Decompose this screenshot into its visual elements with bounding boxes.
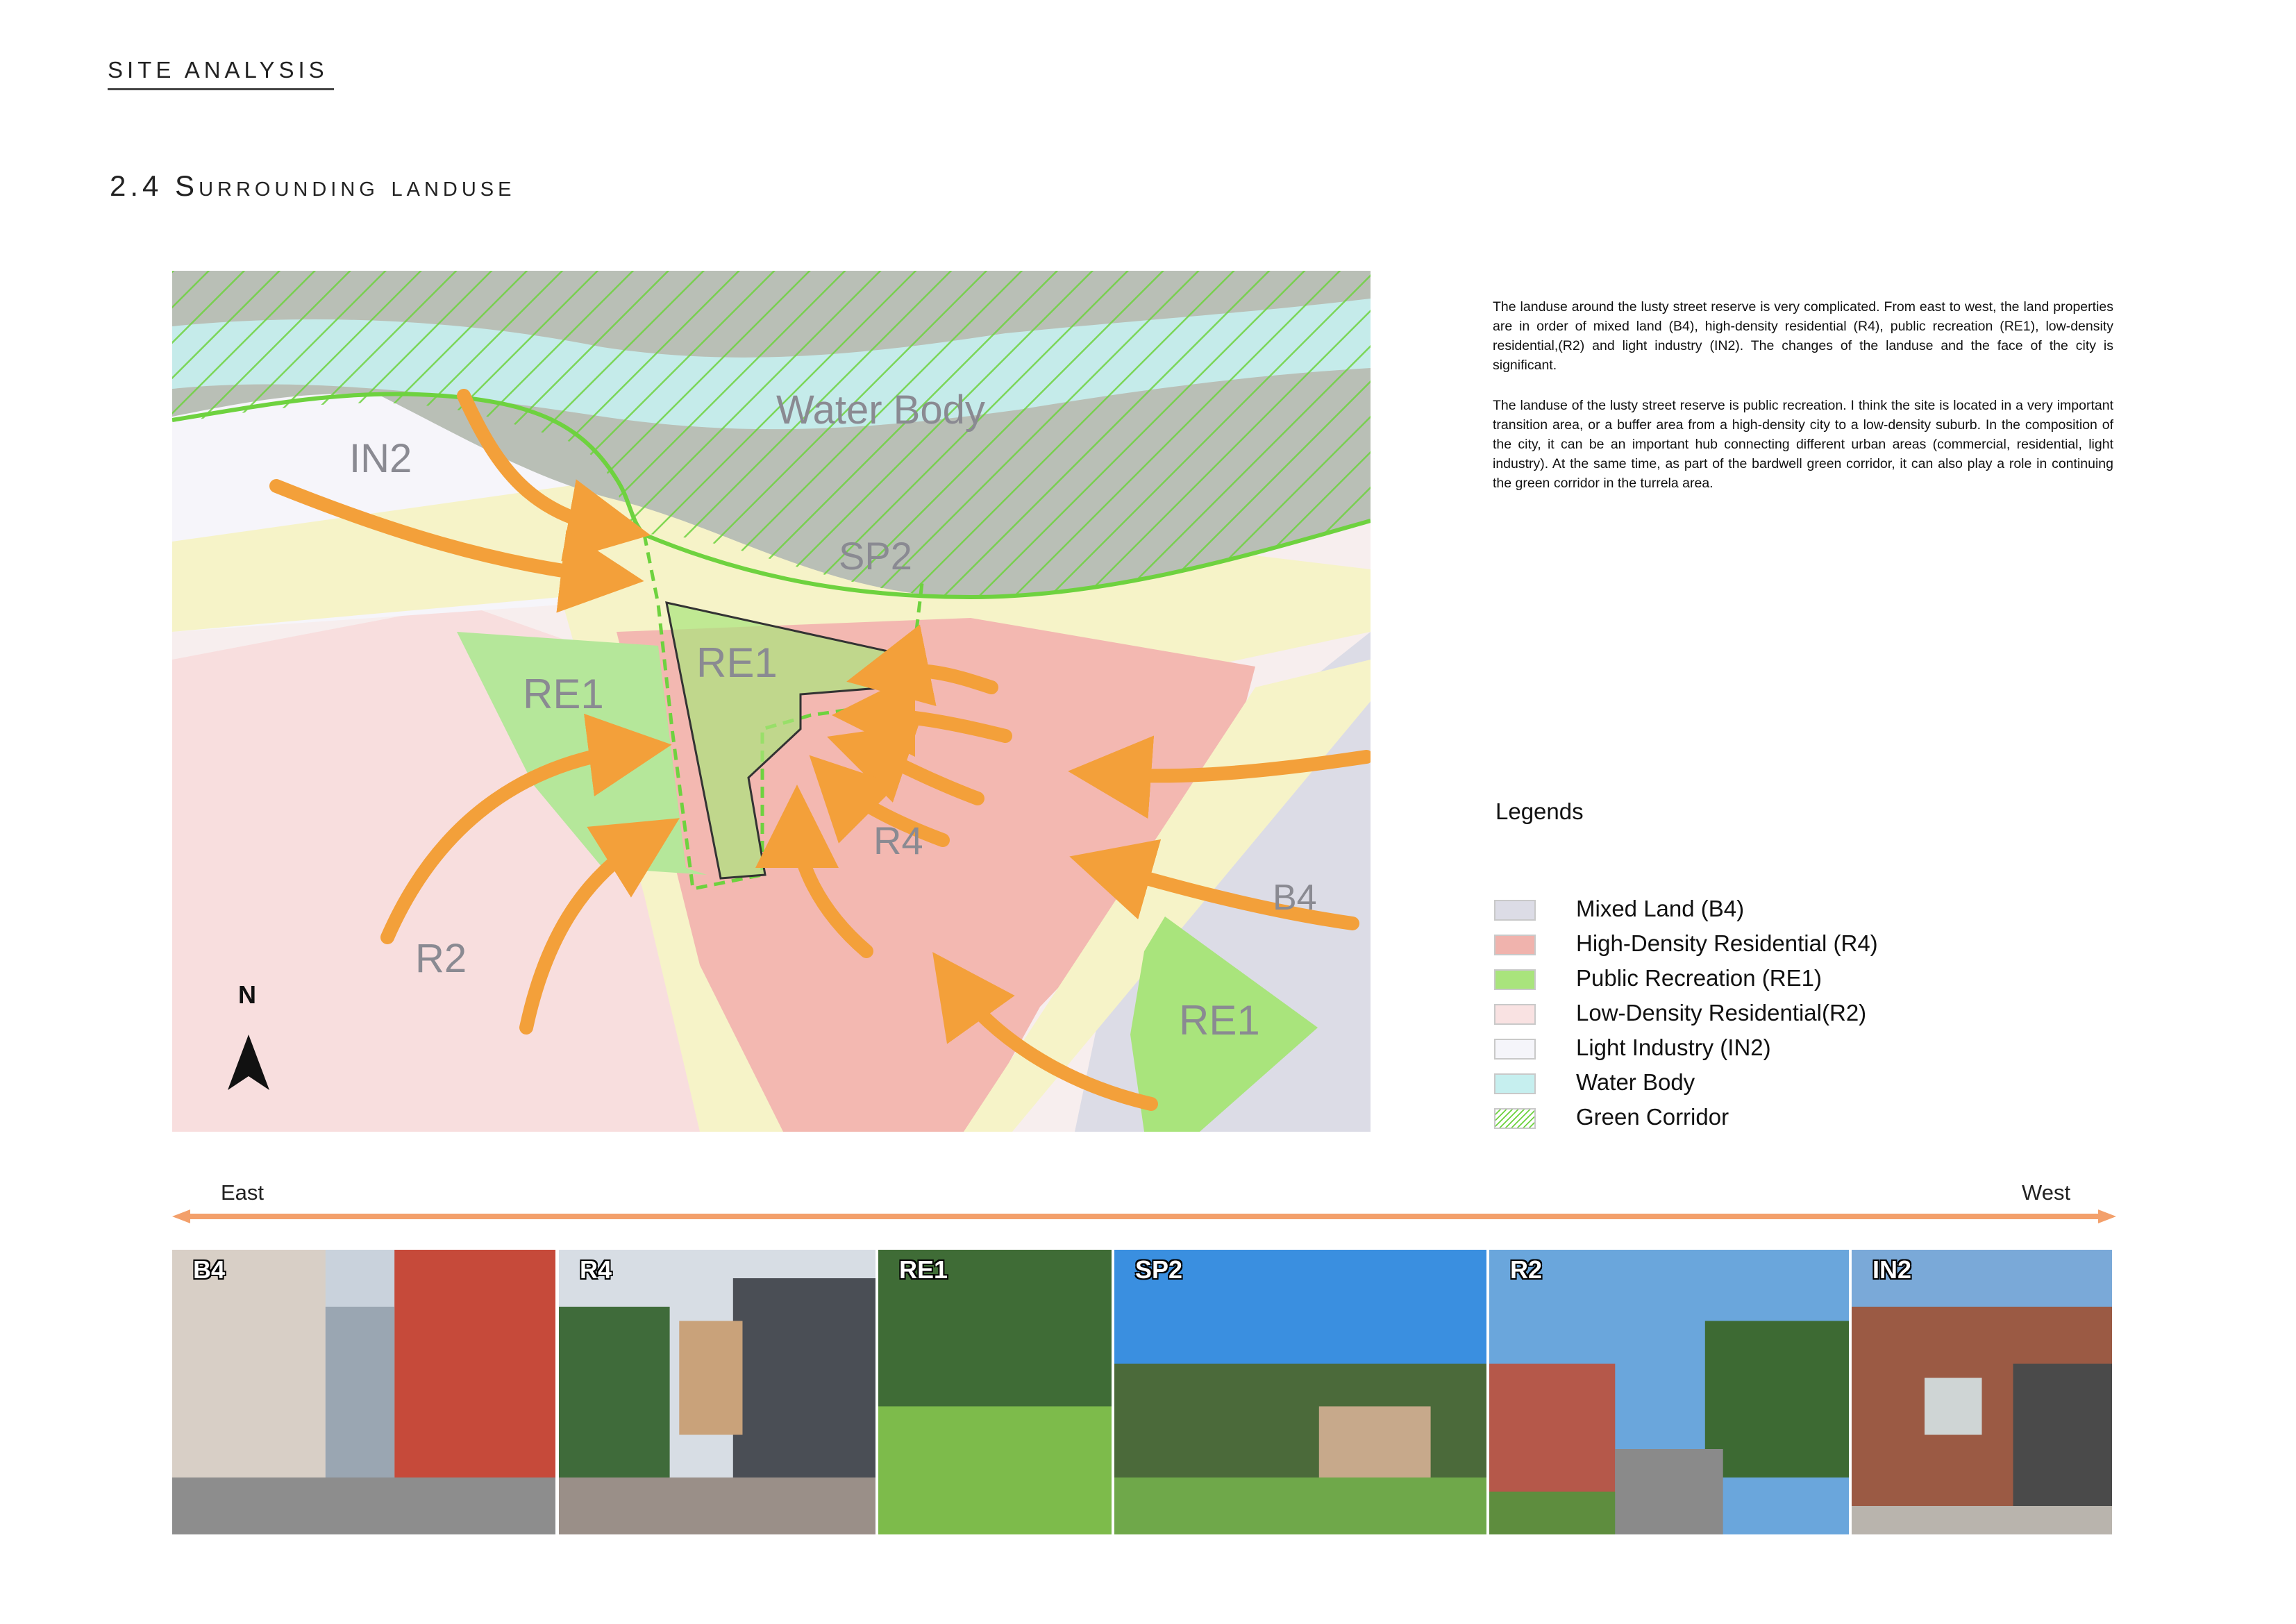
legend-label: Green Corridor [1576, 1104, 1729, 1130]
landuse-photo [1114, 1250, 1486, 1534]
legend-label: Public Recreation (RE1) [1576, 965, 1822, 991]
description-text [1493, 297, 2113, 514]
description-paragraph-1: The landuse around the lusty street reserve is very complicated. From east to west, the land properties are in order of mixed land (B4), high-density residential (R4), public recreation (RE1), low-density residential,(R2) and light industry (IN2). The changes of the landuse and the face of the city is significant. [1493, 299, 2113, 373]
north-label: N [238, 980, 256, 1009]
legend-swatch [1494, 969, 1536, 990]
legend-title: Legends [1495, 798, 1584, 824]
photo-scene [559, 1250, 875, 1534]
direction-west-label: West [2022, 1180, 2071, 1205]
landuse-photo [172, 1250, 555, 1534]
photo-scene [172, 1250, 555, 1534]
label-in2: IN2 [349, 436, 412, 481]
label-sp2: SP2 [839, 534, 912, 578]
landuse-map [172, 271, 1371, 1132]
legend-swatch [1494, 935, 1536, 955]
description-paragraph-2: The landuse of the lusty street reserve is public recreation. I think the site is located in a very important transition area, or a buffer area from a high-density city to a low-density suburb. In the composition of the city, it can be an important hub connecting different urban areas (commercial, residential, light industry). At the same time, as part of the bardwell green corridor, it can also play a role in continuing the green corridor in the turrela area. [1493, 398, 2113, 491]
photo-scene [1852, 1250, 2112, 1534]
legend-swatch [1494, 1108, 1536, 1129]
label-water-body: Water Body [776, 387, 985, 433]
photo-label: IN2 [1872, 1255, 1912, 1284]
landuse-photo [1489, 1250, 1849, 1534]
legend-label: Mixed Land (B4) [1576, 896, 1745, 921]
label-r4: R4 [873, 819, 923, 862]
label-r2: R2 [415, 936, 467, 981]
photo-scene [1489, 1250, 1849, 1534]
legend-swatch [1494, 1073, 1536, 1094]
landuse-photo [559, 1250, 875, 1534]
legend-label: Water Body [1576, 1069, 1695, 1095]
photo-scene [878, 1250, 1112, 1534]
landuse-photo [1852, 1250, 2112, 1534]
section-label: SITE ANALYSIS [108, 57, 328, 83]
legend-label: Low-Density Residential(R2) [1576, 1000, 1867, 1026]
label-re1-east: RE1 [1179, 997, 1260, 1044]
photo-label: R4 [580, 1255, 612, 1284]
legend-swatch [1494, 1039, 1536, 1060]
photo-label: SP2 [1135, 1255, 1183, 1284]
legend-label: Light Industry (IN2) [1576, 1035, 1771, 1060]
direction-east-label: East [221, 1180, 265, 1205]
photo-label: R2 [1510, 1255, 1543, 1284]
page-title: 2.4 Surrounding landuse [110, 169, 516, 202]
label-b4: B4 [1273, 878, 1317, 918]
section-underline [108, 88, 334, 90]
legend-swatch [1494, 1004, 1536, 1025]
photo-label: B4 [193, 1255, 226, 1284]
east-west-arrow [172, 1203, 2116, 1230]
photo-label: RE1 [899, 1255, 948, 1284]
label-re1-west: RE1 [523, 671, 604, 717]
photo-scene [1114, 1250, 1486, 1534]
legend-swatch [1494, 900, 1536, 921]
legend-label: High-Density Residential (R4) [1576, 930, 1878, 956]
label-re1-site: RE1 [696, 639, 778, 686]
landuse-photo [878, 1250, 1112, 1534]
